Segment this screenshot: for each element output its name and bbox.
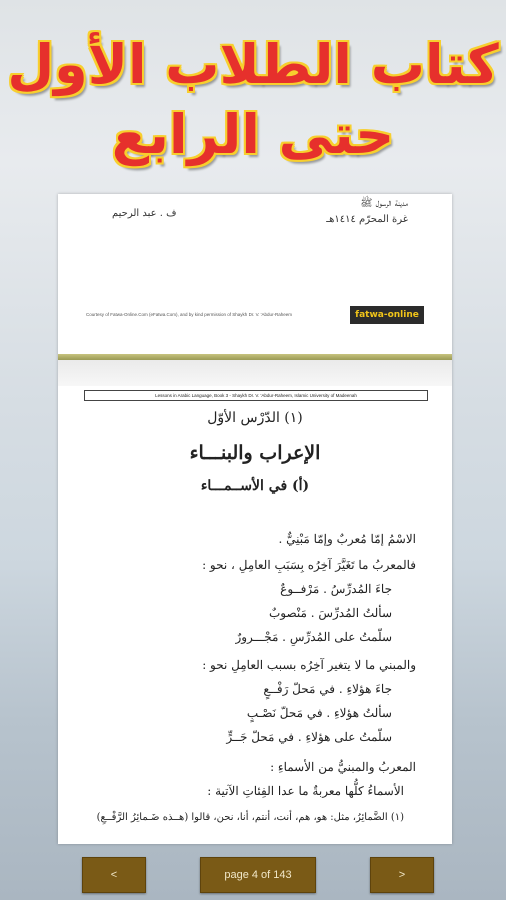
text-line: الاسْمُ إمّا مُعربٌ وإمّا مَبْنِيٌّ . <box>278 532 416 546</box>
banner-title-line2: حتى الرابع <box>111 103 395 166</box>
page-divider <box>58 354 452 360</box>
lesson-subtitle: (أ) في الأســمـــاء <box>200 478 310 494</box>
text-line: جاءَ المُدرِّسُ . مَرْفــوعٌ <box>280 582 392 596</box>
text-line: سألتُ المُدرِّسَ . مَنْصوبٌ <box>268 606 392 620</box>
text-line: سألتُ هؤلاءِ . في مَحلّ نَصْـبٍ <box>246 706 392 720</box>
text-line: الأسماءُ كلُّها معربةٌ ما عدا الفِئاتِ الآتية : <box>207 784 404 798</box>
place-date <box>326 196 408 228</box>
author-signature: ف . عبد الرحيم <box>112 208 177 219</box>
courtesy-credit: Courtesy of Fatwa-Online.Com (eFatwa.Com), and by kind permission of Shaykh Dr. V. 'Abdur-Raheem <box>86 312 293 317</box>
text-line: (١) الضَّمائِرُ، مثل: هو، هم، أنت، أنتم، أنا، نحن، قالوا (هــذه ضَـمائِرُ الرَّفْــعِ) <box>96 812 404 823</box>
fatwa-online-logo: fatwa-online <box>350 306 424 324</box>
text-line: سلّمتُ على المُدرِّسِ . مَجْـــرورٌ <box>235 630 392 644</box>
date-line: غرة المحرّم ١٤١٤هـ <box>326 214 408 225</box>
page-4 <box>58 386 452 844</box>
place-line: مدينة الرسول ﷺ <box>360 198 408 209</box>
text-line: والمبني ما لا يتغير آخِرُه بسبب العامِلِ نحو : <box>202 658 416 672</box>
document-viewer[interactable] <box>58 194 452 844</box>
title-banner <box>0 0 506 190</box>
text-line: جاءَ هؤلاءِ . في مَحلّ رَفْــعٍ <box>263 682 392 696</box>
page-3-bottom <box>58 194 452 360</box>
next-page-button[interactable]: > <box>370 857 434 893</box>
banner-title-line1: كتاب الطلاب الأول <box>7 33 499 96</box>
text-line: المعربُ والمبنيُّ من الأسماءِ : <box>270 760 416 774</box>
prev-page-button[interactable]: < <box>82 857 146 893</box>
page-gap <box>58 360 452 386</box>
page-indicator-button[interactable]: page 4 of 143 <box>200 857 316 893</box>
lesson-title: الإعراب والبنـــاء <box>189 442 321 464</box>
running-head: Lessons in Arabic Language, Book 3 - Shaykh Dr. V. 'Abdur-Raheem, Islamic University of Madeenah <box>84 390 428 401</box>
text-line: فالمعربُ ما تَغَيَّرَ آخِرُه بِسَبَبِ العامِلِ ، نحو : <box>202 558 416 572</box>
text-line: سلّمتُ على هؤلاءِ . في مَحلّ جَــرٍّ <box>226 730 392 744</box>
lesson-number: (١) الدّرْس الأوّل <box>207 410 303 426</box>
